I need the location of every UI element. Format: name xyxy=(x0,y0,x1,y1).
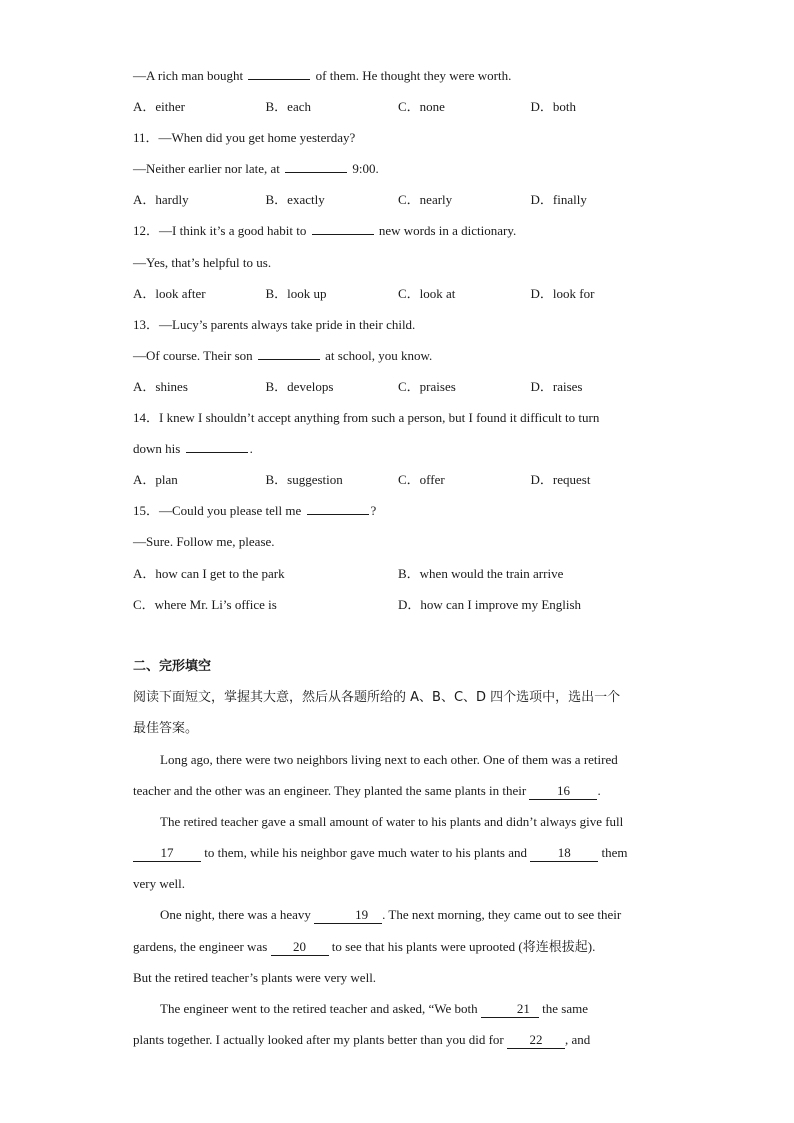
q12-question xyxy=(133,219,663,250)
answer-blank xyxy=(307,500,369,515)
option-a: A．look after xyxy=(133,285,206,301)
text: at school, you know. xyxy=(321,347,433,363)
option-a: A．either xyxy=(133,99,185,115)
text: to them, while his neighbor gave much water to his plants and xyxy=(201,845,531,861)
option-c: C．praises xyxy=(398,378,456,394)
text: them xyxy=(598,845,628,861)
option-d: D．both xyxy=(530,99,577,115)
passage-line xyxy=(133,935,663,966)
option-a: A．plan xyxy=(133,472,178,488)
q14-question: 14．I knew I shouldn’t accept anything from such a person, but I found it difficult to turn xyxy=(133,410,600,426)
text: —Of course. Their son xyxy=(133,347,256,363)
q15-options-row2 xyxy=(133,593,663,624)
text: new words in a dictionary. xyxy=(375,223,517,239)
option-d: D．request xyxy=(530,472,591,488)
option-b: B．develops xyxy=(265,378,334,394)
text: 9:00. xyxy=(349,161,379,177)
option-d: D．look for xyxy=(530,285,595,301)
blank-22: 22 xyxy=(507,1032,565,1049)
q15-question xyxy=(133,499,663,530)
option-a: A．how can I get to the park xyxy=(133,565,285,581)
answer-blank xyxy=(248,65,310,80)
passage-line xyxy=(133,997,663,1028)
option-b: B．each xyxy=(265,99,311,115)
q11-line2 xyxy=(133,157,663,188)
text: . The next morning, they came out to see their xyxy=(382,907,622,923)
q14-options xyxy=(133,468,663,499)
section-title: 二、完形填空 xyxy=(133,658,212,674)
passage-line xyxy=(133,1028,663,1059)
q15-options-row1 xyxy=(133,562,663,593)
answer-blank xyxy=(186,438,248,453)
option-c: C．none xyxy=(398,99,445,115)
passage-line: very well. xyxy=(133,876,185,892)
text: ? xyxy=(370,503,377,519)
answer-blank xyxy=(285,158,347,173)
option-d: D．finally xyxy=(530,192,587,208)
text: The engineer went to the retired teacher and asked, “We both xyxy=(160,1000,481,1016)
text: 12．—I think it’s a good habit to xyxy=(133,223,310,239)
q12-options xyxy=(133,282,663,313)
blank-17: 17 xyxy=(133,845,201,862)
passage-line xyxy=(133,779,663,810)
text: the same xyxy=(538,1000,589,1016)
option-b: B．suggestion xyxy=(265,472,343,488)
blank-19: 19 xyxy=(314,907,382,924)
text: 15．—Could you please tell me xyxy=(133,503,305,519)
q13-line2 xyxy=(133,344,663,375)
blank-21: 21 xyxy=(481,1001,539,1018)
option-c: C．nearly xyxy=(398,192,453,208)
option-d: D．raises xyxy=(530,378,583,394)
blank-20: 20 xyxy=(271,939,329,956)
q10-options xyxy=(133,95,663,126)
option-b: B．when would the train arrive xyxy=(398,565,564,581)
q11-options xyxy=(133,188,663,219)
text: to see that his plants were uprooted (将连根拔起). xyxy=(328,938,596,954)
blank-18: 18 xyxy=(530,845,598,862)
option-c: C．where Mr. Li’s office is xyxy=(133,596,277,612)
q15-line2: —Sure. Follow me, please. xyxy=(133,534,275,550)
answer-blank xyxy=(312,220,374,235)
q12-line2: —Yes, that’s helpful to us. xyxy=(133,254,272,270)
text: gardens, the engineer was xyxy=(133,938,271,954)
q11-question: 11．—When did you get home yesterday? xyxy=(133,130,356,146)
text: —A rich man bought xyxy=(133,68,247,83)
option-a: A．hardly xyxy=(133,192,189,208)
option-b: B．look up xyxy=(265,285,327,301)
option-d: D．how can I improve my English xyxy=(398,596,582,612)
answer-blank xyxy=(258,345,320,360)
text: —Neither earlier nor late, at xyxy=(133,161,284,177)
passage-line xyxy=(133,903,663,934)
text: . xyxy=(597,783,601,799)
option-c: C．look at xyxy=(398,285,456,301)
text: down his xyxy=(133,441,184,457)
text: of them. He thought they were worth. xyxy=(312,68,512,83)
q14-line2 xyxy=(133,437,663,468)
text: plants together. I actually looked after my plants better than you did for xyxy=(133,1031,508,1047)
exam-page xyxy=(133,64,663,1059)
passage-line: The retired teacher gave a small amount of water to his plants and didn’t always give full xyxy=(160,814,624,830)
passage-line: But the retired teacher’s plants were very well. xyxy=(133,969,377,985)
q13-question: 13．—Lucy’s parents always take pride in their child. xyxy=(133,316,416,332)
blank-16: 16 xyxy=(529,783,597,800)
instruction-line-2: 最佳答案。 xyxy=(133,720,199,736)
option-b: B．exactly xyxy=(265,192,325,208)
passage-line: Long ago, there were two neighbors living next to each other. One of them was a retired xyxy=(160,751,618,767)
text: teacher and the other was an engineer. They planted the same plants in their xyxy=(133,783,530,799)
q10-line xyxy=(133,64,663,95)
text: One night, there was a heavy xyxy=(160,907,315,923)
passage-line xyxy=(133,841,663,872)
text: . xyxy=(249,441,253,457)
option-c: C．offer xyxy=(398,472,445,488)
text: , and xyxy=(565,1031,591,1047)
option-a: A．shines xyxy=(133,378,188,394)
q13-options xyxy=(133,375,663,406)
instruction-line-1: 阅读下面短文，掌握其大意，然后从各题所给的 A、B、C、D 四个选项中，选出一个 xyxy=(133,689,621,705)
